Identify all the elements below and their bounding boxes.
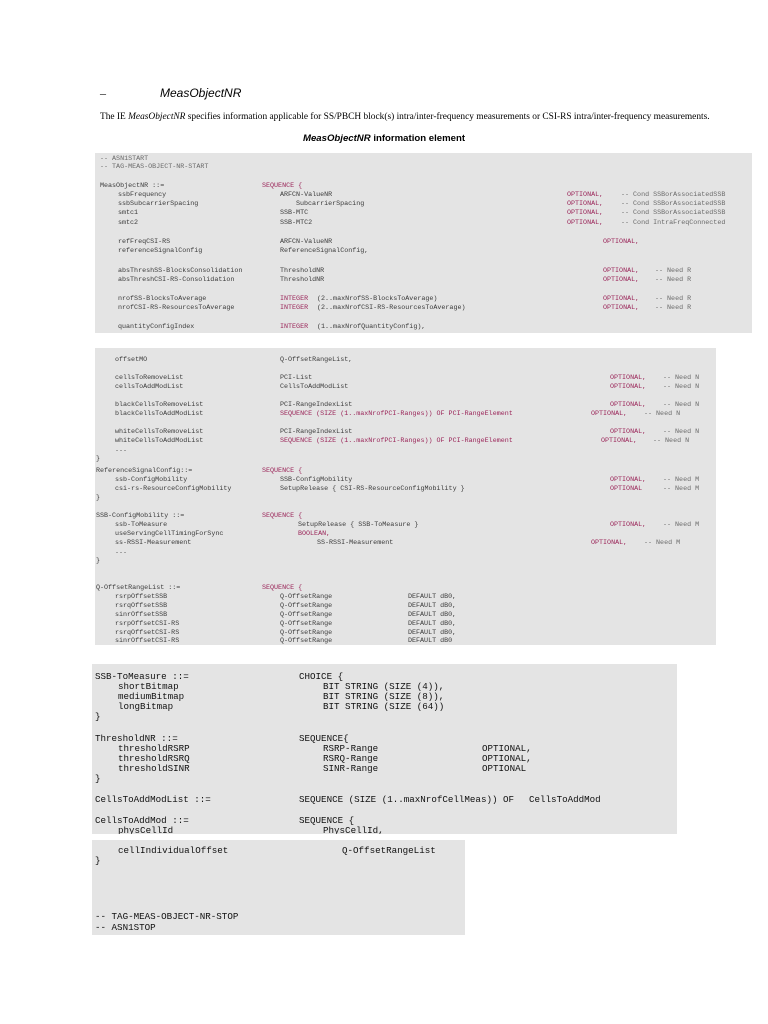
code-comment: -- Cond SSBorAssociatedSSB — [621, 209, 726, 217]
code-keyword: BOOLEAN, — [298, 530, 331, 538]
code-token: sinrOffsetSSB — [115, 611, 168, 619]
code-token: ssbFrequency — [118, 191, 167, 199]
code-token: rsrpOffsetCSI-RS — [115, 620, 180, 628]
code-keyword: SEQUENCE{ — [299, 733, 349, 744]
code-token: rsrqOffsetSSB — [115, 602, 168, 610]
code-keyword: OPTIONAL, — [610, 521, 647, 529]
code-block-b1 — [95, 153, 752, 333]
code-keyword: SEQUENCE (SIZE (1..maxNrofPCI-Ranges)) OF PCI-RangeElement — [280, 437, 513, 445]
code-keyword: BIT STRING (SIZE (64)) — [323, 701, 445, 712]
code-token: RSRQ-Range — [323, 753, 379, 764]
code-token: ssb-ConfigMobility — [115, 476, 188, 484]
code-token: offsetMO — [115, 356, 148, 364]
code-token: thresholdRSRP — [118, 743, 190, 754]
code-token: DEFAULT dB0, — [408, 593, 457, 601]
code-token: ss-RSSI-Measurement — [115, 539, 192, 547]
code-token: CellsToAddMod — [529, 794, 601, 805]
code-keyword: OPTIONAL, — [482, 743, 532, 754]
code-comment: -- TAG-MEAS-OBJECT-NR-STOP — [95, 911, 239, 922]
code-token: DEFAULT dB0, — [408, 629, 457, 637]
code-token: ARFCN-ValueNR — [280, 191, 333, 199]
code-keyword: INTEGER — [280, 304, 309, 312]
code-comment: -- Need R — [655, 295, 692, 303]
code-token: blackCellsToRemoveList — [115, 401, 204, 409]
code-comment: -- ASN1START — [100, 155, 149, 163]
code-comment: -- ASN1STOP — [95, 922, 156, 933]
code-token: } — [95, 711, 101, 722]
code-keyword: OPTIONAL — [482, 763, 527, 774]
code-token: DEFAULT dB0, — [408, 611, 457, 619]
code-keyword: OPTIONAL, — [601, 437, 638, 445]
code-token: DEFAULT dB0, — [408, 602, 457, 610]
code-keyword: OPTIONAL, — [603, 304, 640, 312]
code-token: thresholdSINR — [118, 763, 190, 774]
code-token: whiteCellsToAddModList — [115, 437, 204, 445]
code-keyword: OPTIONAL, — [591, 410, 628, 418]
code-token: SetupRelease { CSI-RS-ResourceConfigMobility } — [280, 485, 465, 493]
code-token: blackCellsToAddModList — [115, 410, 204, 418]
code-token: ReferenceSignalConfig, — [280, 247, 369, 255]
code-comment: -- Need M — [663, 476, 700, 484]
code-token: Q-OffsetRangeList — [342, 845, 436, 856]
intro-paragraph — [100, 112, 710, 122]
code-keyword: OPTIONAL, — [603, 238, 640, 246]
code-token: nrofCSI-RS-ResourcesToAverage — [118, 304, 235, 312]
code-keyword: SEQUENCE { — [262, 182, 303, 190]
code-token: SetupRelease { SSB-ToMeasure } — [298, 521, 419, 529]
code-token: cellsToAddModList — [115, 383, 184, 391]
code-keyword: OPTIONAL, — [603, 276, 640, 284]
code-comment: -- Cond SSBorAssociatedSSB — [621, 200, 726, 208]
code-token: SSB-ToMeasure ::= — [95, 671, 189, 682]
code-token: (2..maxNrofCSI-RS-ResourcesToAverage) — [317, 304, 466, 312]
code-token: absThreshSS-BlocksConsolidation — [118, 267, 243, 275]
code-comment: -- Need N — [663, 374, 700, 382]
code-keyword: OPTIONAL, — [603, 295, 640, 303]
code-keyword: BIT STRING (SIZE (8)), — [323, 691, 445, 702]
code-token: DEFAULT dB0 — [408, 637, 453, 645]
code-keyword: OPTIONAL, — [610, 401, 647, 409]
code-token: SSB-MTC — [280, 209, 309, 217]
code-keyword: OPTIONAL, — [603, 267, 640, 275]
code-token: PhysCellId, — [323, 825, 384, 834]
code-token: nrofSS-BlocksToAverage — [118, 295, 207, 303]
code-token: ARFCN-ValueNR — [280, 238, 333, 246]
section-title: MeasObjectNR — [160, 86, 242, 100]
code-token: quantityConfigIndex — [118, 323, 195, 331]
code-token: PCI-RangeIndexList — [280, 428, 353, 436]
code-token: SS-RSSI-Measurement — [317, 539, 394, 547]
code-keyword: OPTIONAL, — [591, 539, 628, 547]
code-token: } — [96, 557, 101, 565]
code-token: ... — [115, 446, 128, 454]
code-comment: -- Need N — [663, 383, 700, 391]
code-comment: -- Cond IntraFreqConnected — [621, 219, 726, 227]
code-comment: -- Need R — [655, 276, 692, 284]
code-token: } — [96, 494, 101, 502]
code-token: longBitmap — [118, 701, 174, 712]
section-heading — [100, 86, 241, 101]
code-keyword: OPTIONAL, — [482, 753, 532, 764]
code-token: SSB-ConfigMobility — [280, 476, 353, 484]
code-keyword: SEQUENCE { — [262, 467, 303, 475]
intro-text-post: specifies information applicable for SS/PBCH block(s) intra/inter-frequency measurements or CSI-RS intra/inter-frequency measurements. — [185, 112, 710, 122]
code-token: useServingCellTimingForSync — [115, 530, 224, 538]
code-comment: -- Need N — [663, 428, 700, 436]
section-number: – — [100, 86, 106, 100]
code-token: mediumBitmap — [118, 691, 185, 702]
code-keyword: INTEGER — [280, 295, 309, 303]
code-keyword: CHOICE { — [299, 671, 344, 682]
code-token: ReferenceSignalConfig::= — [96, 467, 193, 475]
code-token: smtc2 — [118, 219, 139, 227]
code-block-b3 — [92, 664, 677, 834]
code-token: ThresholdNR — [280, 267, 325, 275]
code-token: CellsToAddModList ::= — [95, 794, 211, 805]
code-comment: -- Need N — [663, 401, 700, 409]
caption-text: information element — [370, 133, 466, 144]
code-comment: -- Need M — [663, 521, 700, 529]
code-token: RSRP-Range — [323, 743, 379, 754]
code-token: whiteCellsToRemoveList — [115, 428, 204, 436]
code-keyword: OPTIONAL, — [610, 383, 647, 391]
code-token: rsrpOffsetSSB — [115, 593, 168, 601]
code-keyword: BIT STRING (SIZE (4)), — [323, 681, 445, 692]
code-token: absThreshCSI-RS-Consolidation — [118, 276, 235, 284]
code-token: MeasObjectNR ::= — [100, 182, 165, 190]
code-block-b2 — [95, 348, 716, 645]
code-keyword: OPTIONAL, — [567, 191, 604, 199]
code-token: SubcarrierSpacing — [296, 200, 365, 208]
code-token: PCI-RangeIndexList — [280, 401, 353, 409]
code-keyword: SEQUENCE { — [262, 512, 303, 520]
table-caption — [0, 133, 768, 144]
code-keyword: OPTIONAL, — [567, 200, 604, 208]
code-token: SSB-ConfigMobility ::= — [96, 512, 185, 520]
code-token: thresholdRSRQ — [118, 753, 190, 764]
code-token: ... — [115, 548, 128, 556]
code-token: Q-OffsetRange — [280, 620, 333, 628]
code-comment: -- Need M — [663, 485, 700, 493]
code-token: cellsToRemoveList — [115, 374, 184, 382]
code-token: CellsToAddMod ::= — [95, 815, 189, 826]
code-token: physCellId — [118, 825, 174, 834]
code-token: smtc1 — [118, 209, 139, 217]
caption-ie-name: MeasObjectNR — [302, 133, 371, 144]
code-token: Q-OffsetRange — [280, 593, 333, 601]
code-token: rsrqOffsetCSI-RS — [115, 629, 180, 637]
code-keyword: OPTIONAL — [610, 485, 643, 493]
code-keyword: OPTIONAL, — [567, 219, 604, 227]
code-token: refFreqCSI-RS — [118, 238, 171, 246]
code-token: shortBitmap — [118, 681, 179, 692]
code-token: DEFAULT dB0, — [408, 620, 457, 628]
code-comment: -- Need R — [655, 304, 692, 312]
code-token: ThresholdNR — [280, 276, 325, 284]
code-comment: -- Need M — [644, 539, 681, 547]
code-token: Q-OffsetRange — [280, 637, 333, 645]
code-token: Q-OffsetRangeList, — [280, 356, 353, 364]
code-keyword: SEQUENCE { — [262, 584, 303, 592]
code-comment: -- Cond SSBorAssociatedSSB — [621, 191, 726, 199]
code-token: Q-OffsetRange — [280, 629, 333, 637]
code-token: } — [95, 855, 101, 866]
code-token: SSB-MTC2 — [280, 219, 313, 227]
code-token: (2..maxNrofSS-BlocksToAverage) — [317, 295, 438, 303]
code-token: sinrOffsetCSI-RS — [115, 637, 180, 645]
code-keyword: SEQUENCE { — [299, 815, 355, 826]
code-token: referenceSignalConfig — [118, 247, 203, 255]
code-token: (1..maxNrofQuantityConfig), — [317, 323, 426, 331]
intro-text-pre: The IE — [100, 112, 129, 122]
code-token: CellsToAddModList — [280, 383, 349, 391]
code-block-b4 — [92, 840, 465, 935]
code-token: Q-OffsetRange — [280, 602, 333, 610]
code-token: Q-OffsetRangeList ::= — [96, 584, 181, 592]
code-comment: -- Need R — [655, 267, 692, 275]
code-comment: -- Need N — [653, 437, 690, 445]
code-token: ThresholdNR ::= — [95, 733, 178, 744]
code-keyword: OPTIONAL, — [610, 374, 647, 382]
code-token: Q-OffsetRange — [280, 611, 333, 619]
code-token: } — [95, 773, 101, 784]
code-keyword: INTEGER — [280, 323, 309, 331]
code-token: SINR-Range — [323, 763, 379, 774]
code-token: cellIndividualOffset — [118, 845, 229, 856]
code-keyword: OPTIONAL, — [610, 476, 647, 484]
code-token: PCI-List — [280, 374, 313, 382]
intro-ie-name: MeasObjectNR — [128, 112, 186, 122]
code-keyword: OPTIONAL, — [610, 428, 647, 436]
code-token: ssb-ToMeasure — [115, 521, 168, 529]
code-token: csi-rs-ResourceConfigMobility — [115, 485, 232, 493]
code-keyword: OPTIONAL, — [567, 209, 604, 217]
code-token: } — [96, 455, 101, 463]
code-comment: -- Need N — [644, 410, 681, 418]
code-token: ssbSubcarrierSpacing — [118, 200, 199, 208]
code-comment: -- TAG-MEAS-OBJECT-NR-START — [100, 163, 209, 171]
code-keyword: SEQUENCE (SIZE (1..maxNrofPCI-Ranges)) OF PCI-RangeElement — [280, 410, 513, 418]
code-keyword: SEQUENCE (SIZE (1..maxNrofCellMeas)) OF — [299, 794, 515, 805]
